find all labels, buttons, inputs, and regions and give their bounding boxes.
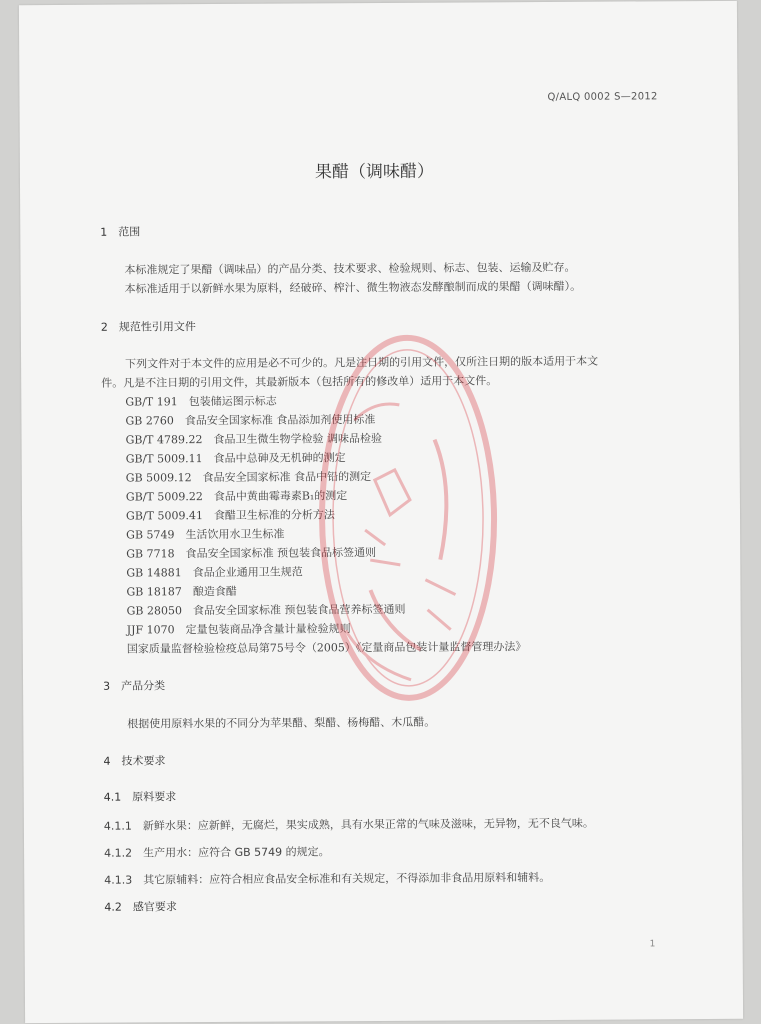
page-number: 1 [649,939,656,950]
reference-item: GB/T 191 包装储运图示标志 [125,394,277,409]
document-code: Q/ALQ 0002 S—2012 [547,91,658,103]
reference-item: GB/T 5009.11 食品中总砷及无机砷的测定 [125,451,346,466]
reference-item: GB 2760 食品安全国家标准 食品添加剂使用标准 [125,413,376,428]
reference-item: GB 18187 酿造食醋 [126,584,237,599]
scope-paragraph-1: 本标准规定了果醋（调味品）的产品分类、技术要求、检验规则、标志、包装、运输及贮存。 [124,260,576,277]
section-heading-references: 2 规范性引用文件 [100,320,196,334]
subsection-heading-raw-materials: 4.1 原料要求 [103,790,177,804]
classification-paragraph: 根据使用原料水果的不同分为苹果醋、梨醋、杨梅醋、木瓜醋。 [127,715,436,731]
clause-production-water: 4.1.2 生产用水：应符合 GB 5749 的规定。 [104,845,330,860]
reference-item: GB 5749 生活饮用水卫生标准 [126,527,285,542]
reference-item: GB/T 4789.22 食品卫生微生物学检验 调味品检验 [125,431,382,447]
document-page [19,1,743,1023]
references-intro-line-1: 下列文件对于本文件的应用是必不可少的。凡是注日期的引用文件，仅所注日期的版本适用于本文 [125,354,599,371]
reference-item: JJF 1070 定量包装商品净含量计量检验规则 [126,622,351,637]
page-title: 果醋（调味醋） [314,161,434,183]
subsection-heading-sensory: 4.2 感官要求 [104,900,177,914]
reference-item: GB/T 5009.41 食醋卫生标准的分析方法 [125,508,335,523]
reference-item: GB 7718 食品安全国家标准 预包装食品标签通则 [126,546,377,561]
section-heading-technical: 4 技术要求 [103,754,166,768]
reference-item: GB/T 5009.22 食品中黄曲霉毒素B₁的测定 [125,489,348,504]
section-heading-classification: 3 产品分类 [103,679,166,693]
reference-item: GB 28050 食品安全国家标准 预包装食品营养标签通则 [126,602,406,618]
scope-paragraph-2: 本标准适用于以新鲜水果为原料，经破碎、榨汁、微生物液态发酵酿制而成的果醋（调味醋）。 [124,279,582,296]
references-intro-line-2: 件。凡是不注日期的引用文件，其最新版本（包括所有的修改单）适用于本文件。 [101,374,498,390]
reference-item: 国家质量监督检验检疫总局第75号令（2005）《定量商品包装计量监督管理办法》 [126,640,527,656]
reference-item: GB 5009.12 食品安全国家标准 食品中铅的测定 [125,470,372,485]
reference-item: GB 14881 食品企业通用卫生规范 [126,565,303,580]
clause-other-materials: 4.1.3 其它原辅料：应符合相应食品安全标准和有关规定，不得添加非食品用原料和辅料。 [104,870,551,887]
clause-fresh-fruit: 4.1.1 新鲜水果：应新鲜，无腐烂，果实成熟，具有水果正常的气味及滋味，无异物，无不良气味。 [103,816,594,833]
section-heading-scope: 1 范围 [100,225,141,239]
